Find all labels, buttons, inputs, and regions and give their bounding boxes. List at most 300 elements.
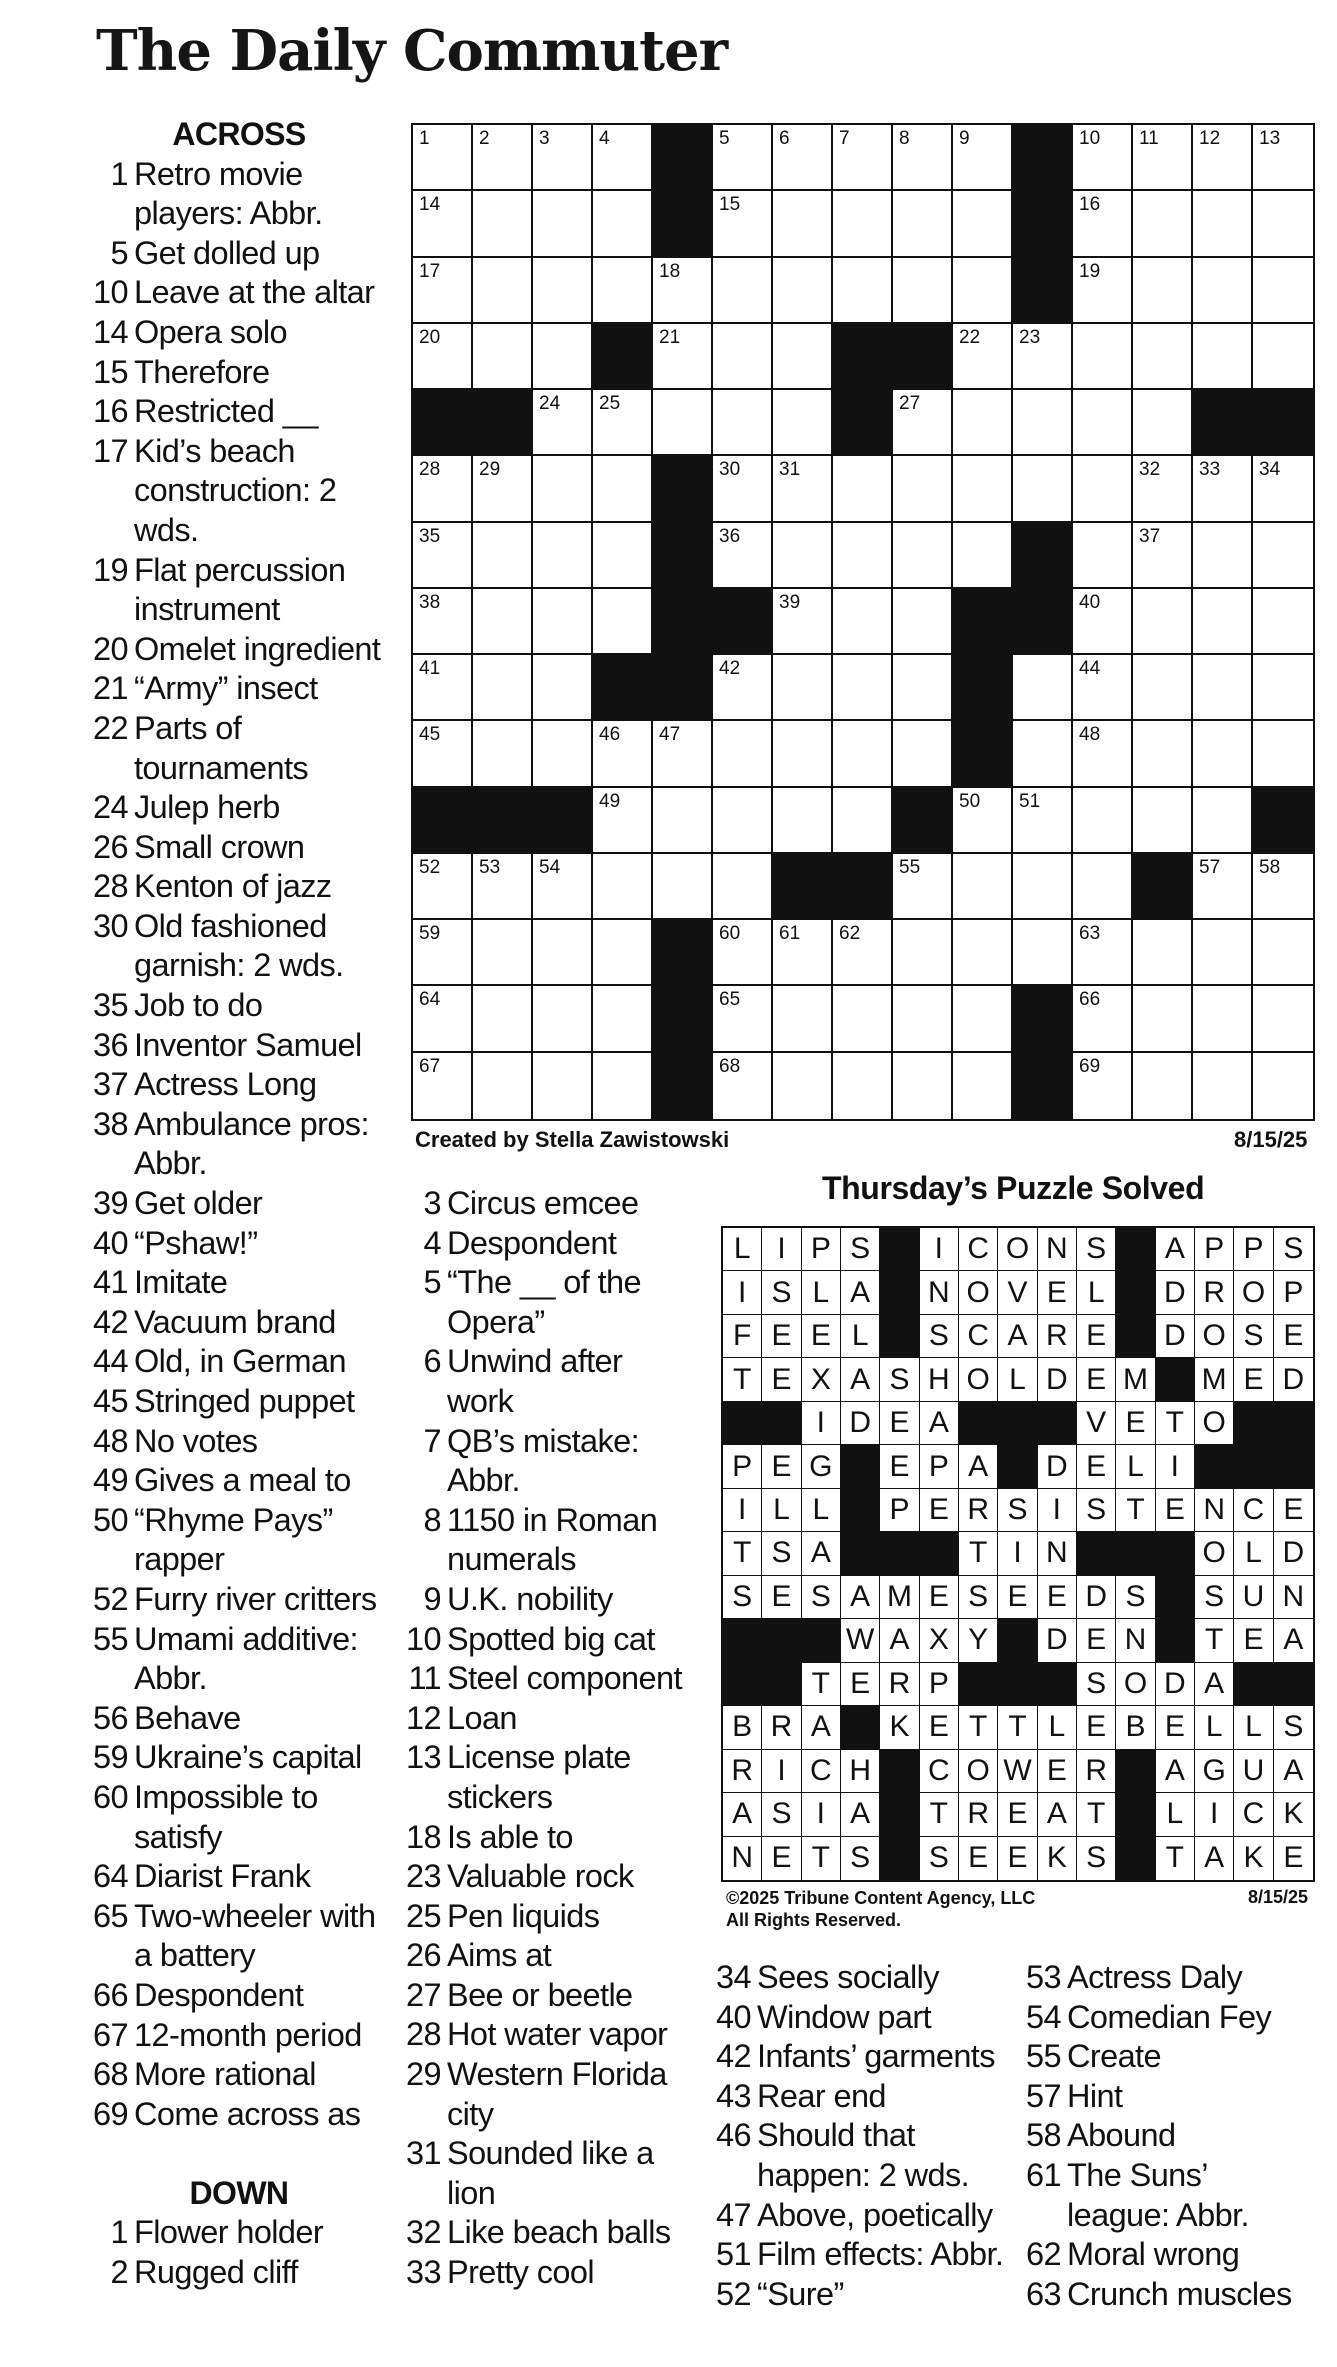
grid-cell[interactable] [1133, 788, 1193, 854]
grid-cell[interactable] [413, 324, 473, 390]
grid-cell[interactable] [833, 721, 893, 787]
clue-number: 3 [423, 1185, 441, 1221]
solution-cell: E [1156, 1489, 1195, 1532]
grid-cell[interactable] [713, 258, 773, 324]
grid-cell[interactable] [893, 986, 953, 1052]
grid-cell[interactable] [653, 324, 713, 390]
grid-cell[interactable] [953, 986, 1013, 1052]
grid-cell[interactable] [1133, 920, 1193, 986]
clue-number [402, 1303, 441, 1343]
black-square [653, 191, 713, 257]
clue-text: stickers [447, 1778, 553, 1815]
clue-number: 19 [93, 551, 128, 588]
grid-cell[interactable] [1073, 191, 1133, 257]
clue-number: 68 [93, 2056, 128, 2093]
grid-cell[interactable] [593, 986, 653, 1052]
clue-number: 7 [423, 1422, 441, 1459]
grid-cell[interactable] [1133, 125, 1193, 191]
solution-cell: E [1283, 1841, 1304, 1875]
grid-cell[interactable] [1073, 721, 1133, 787]
grid-cell[interactable] [1193, 1053, 1253, 1119]
grid-cell[interactable] [1073, 788, 1133, 854]
grid-cell[interactable] [1193, 986, 1253, 1052]
grid-cell[interactable] [593, 721, 653, 787]
grid-cell[interactable] [473, 721, 533, 787]
solution-cell: E [762, 1837, 801, 1880]
grid-cell[interactable] [413, 721, 473, 787]
grid-cell[interactable] [653, 788, 713, 854]
cell-number: 23 [1019, 326, 1041, 348]
grid-cell[interactable] [1193, 191, 1253, 257]
grid-cell[interactable] [533, 655, 593, 721]
grid-cell[interactable] [1133, 589, 1193, 655]
grid-cell[interactable] [893, 523, 953, 589]
cell-number: 43 [959, 658, 981, 680]
solution-black-square [1156, 1619, 1195, 1662]
grid-cell[interactable] [1193, 523, 1253, 589]
grid-cell[interactable] [893, 390, 953, 456]
clue-text: License plate [447, 1739, 631, 1776]
grid-cell[interactable] [1133, 324, 1193, 390]
solution-cell: L [841, 1315, 880, 1358]
grid-cell[interactable] [1013, 390, 1073, 456]
black-square [593, 324, 653, 390]
clue-text: Behave [134, 1699, 241, 1736]
grid-cell[interactable] [953, 523, 1013, 589]
clue-line [402, 1738, 702, 1778]
grid-cell[interactable] [1193, 324, 1253, 390]
clue-text: tournaments [134, 749, 309, 786]
grid-cell[interactable] [893, 854, 953, 920]
grid-cell[interactable] [473, 324, 533, 390]
clue-text: Film effects: Abbr. [757, 2236, 1004, 2273]
grid-cell[interactable] [893, 920, 953, 986]
grid-cell[interactable] [1253, 523, 1313, 589]
grid-cell[interactable] [893, 258, 953, 324]
grid-cell[interactable] [773, 788, 833, 854]
grid-cell[interactable] [533, 986, 593, 1052]
grid-cell[interactable] [413, 589, 473, 655]
grid-cell[interactable] [953, 191, 1013, 257]
solution-black-square [998, 1445, 1037, 1488]
cell-number: 57 [1199, 856, 1221, 878]
grid-cell[interactable] [593, 456, 653, 522]
grid-cell[interactable] [1013, 854, 1073, 920]
grid-cell[interactable] [953, 390, 1013, 456]
grid-cell[interactable] [413, 854, 473, 920]
cell-number: 19 [1079, 260, 1101, 282]
grid-cell[interactable] [473, 920, 533, 986]
grid-cell[interactable] [833, 125, 893, 191]
cell-number: 45 [419, 724, 441, 746]
grid-cell[interactable] [413, 258, 473, 324]
grid-cell[interactable] [653, 721, 713, 787]
solution-cell: S [762, 1532, 801, 1575]
grid-cell[interactable] [533, 456, 593, 522]
clue-number: 57 [1026, 2077, 1061, 2114]
grid-cell[interactable] [413, 125, 473, 191]
clue-text: Flower holder [134, 2214, 324, 2251]
solution-black-square [1116, 1837, 1155, 1880]
clue-number: 17 [93, 432, 128, 469]
grid-cell[interactable] [1073, 324, 1133, 390]
clue-text: Circus emcee [447, 1185, 639, 1221]
solution-black-square [723, 1619, 762, 1662]
grid-cell[interactable] [1073, 390, 1133, 456]
grid-cell[interactable] [833, 1053, 893, 1119]
grid-cell[interactable] [713, 456, 773, 522]
grid-cell[interactable] [713, 920, 773, 986]
grid-cell[interactable] [473, 456, 533, 522]
grid-cell[interactable] [593, 125, 653, 191]
black-square [1133, 854, 1193, 920]
grid-cell[interactable] [1193, 854, 1253, 920]
grid-cell[interactable] [593, 788, 653, 854]
grid-cell[interactable] [1193, 258, 1253, 324]
grid-cell[interactable] [653, 390, 713, 456]
grid-cell[interactable] [533, 390, 593, 456]
grid-cell[interactable] [473, 655, 533, 721]
grid-cell[interactable] [713, 655, 773, 721]
grid-cell[interactable] [773, 324, 833, 390]
cell-number: 44 [1079, 658, 1101, 680]
grid-cell[interactable] [953, 456, 1013, 522]
grid-cell[interactable] [1133, 390, 1193, 456]
solution-cell: E [1038, 1750, 1077, 1793]
solution-cell: E [1038, 1271, 1077, 1314]
solution-cell: I [1156, 1445, 1195, 1488]
grid-cell[interactable] [953, 125, 1013, 191]
grid-cell[interactable] [1193, 456, 1253, 522]
solution-cell: S [802, 1576, 841, 1619]
solution-cell: U [1234, 1576, 1273, 1619]
grid-cell[interactable] [893, 589, 953, 655]
down-clues-column-3 [712, 1958, 1012, 2314]
grid-cell[interactable] [1013, 721, 1073, 787]
black-square [1013, 1053, 1073, 1119]
clue-number: 59 [93, 1739, 128, 1776]
clue-line [89, 709, 389, 749]
solution-black-square [880, 1228, 919, 1271]
grid-cell[interactable] [1193, 788, 1253, 854]
grid-cell[interactable] [653, 854, 713, 920]
solution-cell: E [802, 1315, 841, 1358]
cell-number: 4 [599, 128, 610, 149]
grid-cell[interactable] [713, 191, 773, 257]
grid-cell[interactable] [713, 854, 773, 920]
grid-cell[interactable] [893, 655, 953, 721]
grid-cell[interactable] [533, 523, 593, 589]
grid-cell[interactable] [953, 324, 1013, 390]
clue-number: 58 [1026, 2117, 1061, 2154]
grid-cell[interactable] [953, 854, 1013, 920]
grid-cell[interactable] [713, 788, 773, 854]
black-square [653, 456, 713, 522]
solution-cell: W [841, 1619, 880, 1662]
grid-cell[interactable] [1193, 125, 1253, 191]
grid-cell[interactable] [533, 721, 593, 787]
grid-cell[interactable] [533, 854, 593, 920]
grid-cell[interactable] [953, 1053, 1013, 1119]
black-square [413, 390, 473, 456]
solution-cell: A [1156, 1750, 1195, 1793]
clue-line [89, 828, 389, 868]
grid-cell[interactable] [833, 788, 893, 854]
grid-cell[interactable] [593, 191, 653, 257]
grid-cell[interactable] [473, 986, 533, 1052]
grid-cell[interactable] [473, 589, 533, 655]
grid-cell[interactable] [893, 125, 953, 191]
clue-number: 69 [93, 2095, 128, 2132]
grid-cell[interactable] [773, 523, 833, 589]
grid-cell[interactable] [473, 125, 533, 191]
grid-cell[interactable] [593, 1053, 653, 1119]
grid-cell[interactable] [1073, 523, 1133, 589]
black-square [593, 655, 653, 721]
grid-cell[interactable] [1133, 456, 1193, 522]
clue-line [89, 1620, 389, 1660]
clue-number: 42 [716, 2038, 751, 2075]
grid-cell[interactable] [773, 986, 833, 1052]
grid-cell[interactable] [1013, 920, 1073, 986]
clue-line [89, 1738, 389, 1778]
grid-cell[interactable] [833, 191, 893, 257]
grid-cell[interactable] [713, 324, 773, 390]
clue-text: Sounded like a [447, 2135, 654, 2172]
grid-cell[interactable] [713, 523, 773, 589]
clue-number: 49 [93, 1462, 128, 1499]
black-square [953, 589, 1013, 655]
grid-cell[interactable] [1073, 456, 1133, 522]
grid-cell[interactable] [473, 1053, 533, 1119]
grid-cell[interactable] [833, 986, 893, 1052]
grid-cell[interactable] [1073, 986, 1133, 1052]
clue-text: Small crown [134, 828, 305, 865]
grid-cell[interactable] [1073, 854, 1133, 920]
grid-cell[interactable] [1073, 589, 1133, 655]
grid-cell[interactable] [593, 589, 653, 655]
grid-cell[interactable] [1133, 523, 1193, 589]
grid-cell[interactable] [1193, 721, 1253, 787]
grid-cell[interactable] [413, 523, 473, 589]
clue-number [89, 194, 128, 234]
solution-cell: P [920, 1445, 959, 1488]
grid-cell[interactable] [1073, 920, 1133, 986]
grid-cell[interactable] [533, 1053, 593, 1119]
solution-cell: D [1077, 1576, 1116, 1619]
grid-cell[interactable] [1073, 1053, 1133, 1119]
grid-cell[interactable] [533, 258, 593, 324]
cell-number: 49 [599, 790, 621, 812]
grid-cell[interactable] [1133, 721, 1193, 787]
newspaper-title: The Daily Commuter [96, 18, 728, 84]
clue-number [402, 1540, 441, 1580]
grid-cell[interactable] [713, 986, 773, 1052]
grid-cell[interactable] [653, 258, 713, 324]
cell-number: 69 [1079, 1055, 1101, 1077]
grid-cell[interactable] [413, 456, 473, 522]
cell-number: 67 [419, 1055, 441, 1077]
cell-number: 55 [899, 856, 921, 878]
grid-cell[interactable] [1013, 324, 1073, 390]
clue-line [402, 1620, 702, 1660]
clue-line [89, 155, 389, 195]
grid-cell[interactable] [1133, 191, 1193, 257]
solution-cell: E [1234, 1358, 1273, 1401]
grid-cell[interactable] [1073, 125, 1133, 191]
solution-black-square [1156, 1576, 1195, 1619]
solution-cell: O [959, 1358, 998, 1401]
cell-number: 8 [899, 128, 910, 149]
grid-cell[interactable] [473, 854, 533, 920]
solution-black-square [880, 1271, 919, 1314]
grid-cell[interactable] [593, 390, 653, 456]
clue-text: work [447, 1382, 514, 1419]
grid-cell[interactable] [833, 456, 893, 522]
grid-cell[interactable] [1253, 854, 1313, 920]
grid-cell[interactable] [893, 1053, 953, 1119]
grid-cell[interactable] [713, 390, 773, 456]
clue-text: “The __ of the [447, 1264, 641, 1301]
grid-cell[interactable] [1253, 324, 1313, 390]
grid-cell[interactable] [1133, 1053, 1193, 1119]
grid-cell[interactable] [1013, 788, 1073, 854]
grid-cell[interactable] [833, 258, 893, 324]
grid-cell[interactable] [1073, 258, 1133, 324]
black-square [953, 655, 1013, 721]
grid-cell[interactable] [1253, 125, 1313, 191]
solution-cell: G [1195, 1750, 1234, 1793]
grid-cell[interactable] [713, 125, 773, 191]
grid-cell[interactable] [1253, 589, 1313, 655]
grid-cell[interactable] [713, 1053, 773, 1119]
grid-cell[interactable] [1073, 655, 1133, 721]
solution-black-square [762, 1402, 801, 1445]
grid-cell[interactable] [413, 1053, 473, 1119]
grid-cell[interactable] [1253, 1053, 1313, 1119]
clue-text: Old fashioned [134, 907, 327, 944]
black-square [953, 721, 1013, 787]
solution-cell: S [920, 1837, 959, 1880]
grid-cell[interactable] [1193, 920, 1253, 986]
grid-cell[interactable] [773, 1053, 833, 1119]
solution-cell: I [802, 1402, 841, 1445]
grid-cell[interactable] [593, 854, 653, 920]
grid-cell[interactable] [533, 191, 593, 257]
grid-cell[interactable] [1133, 655, 1193, 721]
grid-cell[interactable] [1013, 655, 1073, 721]
grid-cell[interactable] [953, 258, 1013, 324]
clue-text: Actress Long [134, 1066, 317, 1103]
clue-line [402, 1501, 702, 1541]
clue-line [402, 2174, 702, 2214]
clue-line [402, 1263, 702, 1303]
clue-number: 37 [93, 1066, 128, 1103]
grid-cell[interactable] [1133, 986, 1193, 1052]
grid-cell[interactable] [713, 721, 773, 787]
grid-cell[interactable] [773, 125, 833, 191]
grid-cell[interactable] [413, 986, 473, 1052]
grid-cell[interactable] [833, 920, 893, 986]
grid-cell[interactable] [773, 920, 833, 986]
solution-cell: T [802, 1663, 841, 1706]
grid-cell[interactable] [533, 125, 593, 191]
grid-cell[interactable] [593, 523, 653, 589]
grid-cell[interactable] [473, 523, 533, 589]
clue-number: 55 [1026, 2038, 1061, 2075]
grid-cell[interactable] [473, 191, 533, 257]
grid-cell[interactable] [1253, 456, 1313, 522]
solution-cell: E [880, 1402, 919, 1445]
grid-cell[interactable] [413, 191, 473, 257]
grid-cell[interactable] [1193, 655, 1253, 721]
grid-cell[interactable] [773, 191, 833, 257]
grid-cell[interactable] [893, 456, 953, 522]
solution-cell: I [723, 1271, 762, 1314]
black-square [833, 854, 893, 920]
grid-cell[interactable] [533, 324, 593, 390]
clue-number [89, 511, 128, 551]
cell-number: 27 [899, 393, 921, 415]
clue-number: 46 [716, 2117, 751, 2154]
cell-number: 6 [779, 128, 790, 149]
grid-cell[interactable] [953, 920, 1013, 986]
clue-text: Pen liquids [447, 1897, 600, 1934]
grid-cell[interactable] [533, 920, 593, 986]
grid-cell[interactable] [533, 589, 593, 655]
grid-cell[interactable] [1253, 655, 1313, 721]
grid-cell[interactable] [773, 390, 833, 456]
grid-cell[interactable] [1253, 258, 1313, 324]
grid-cell[interactable] [413, 920, 473, 986]
grid-cell[interactable] [833, 589, 893, 655]
grid-cell[interactable] [593, 258, 653, 324]
cell-number: 68 [719, 1055, 741, 1077]
grid-cell[interactable] [413, 655, 473, 721]
clue-line [402, 2253, 702, 2293]
grid-cell[interactable] [773, 258, 833, 324]
grid-cell[interactable] [833, 655, 893, 721]
grid-cell[interactable] [1193, 589, 1253, 655]
clue-text: Abbr. [134, 1145, 207, 1182]
grid-cell[interactable] [1133, 258, 1193, 324]
grid-cell[interactable] [833, 523, 893, 589]
grid-cell[interactable] [473, 258, 533, 324]
grid-cell[interactable] [773, 655, 833, 721]
solution-cell: M [880, 1576, 919, 1619]
grid-cell[interactable] [1253, 191, 1313, 257]
solution-black-square [1234, 1663, 1273, 1706]
clue-number: 8 [423, 1501, 441, 1538]
grid-cell[interactable] [1253, 721, 1313, 787]
cell-number: 7 [839, 128, 850, 149]
grid-cell[interactable] [773, 589, 833, 655]
grid-cell[interactable] [1253, 986, 1313, 1052]
grid-cell[interactable] [773, 456, 833, 522]
grid-cell[interactable] [593, 920, 653, 986]
clue-number: 43 [716, 2077, 751, 2114]
grid-cell[interactable] [1013, 456, 1073, 522]
clue-text: Moral wrong [1067, 2236, 1240, 2273]
grid-cell[interactable] [953, 788, 1013, 854]
grid-cell[interactable] [1253, 920, 1313, 986]
clue-text: lion [447, 2174, 496, 2211]
clue-line [89, 1026, 389, 1066]
clue-number: 64 [93, 1858, 128, 1895]
grid-cell[interactable] [893, 191, 953, 257]
grid-cell[interactable] [893, 721, 953, 787]
grid-cell[interactable] [773, 721, 833, 787]
